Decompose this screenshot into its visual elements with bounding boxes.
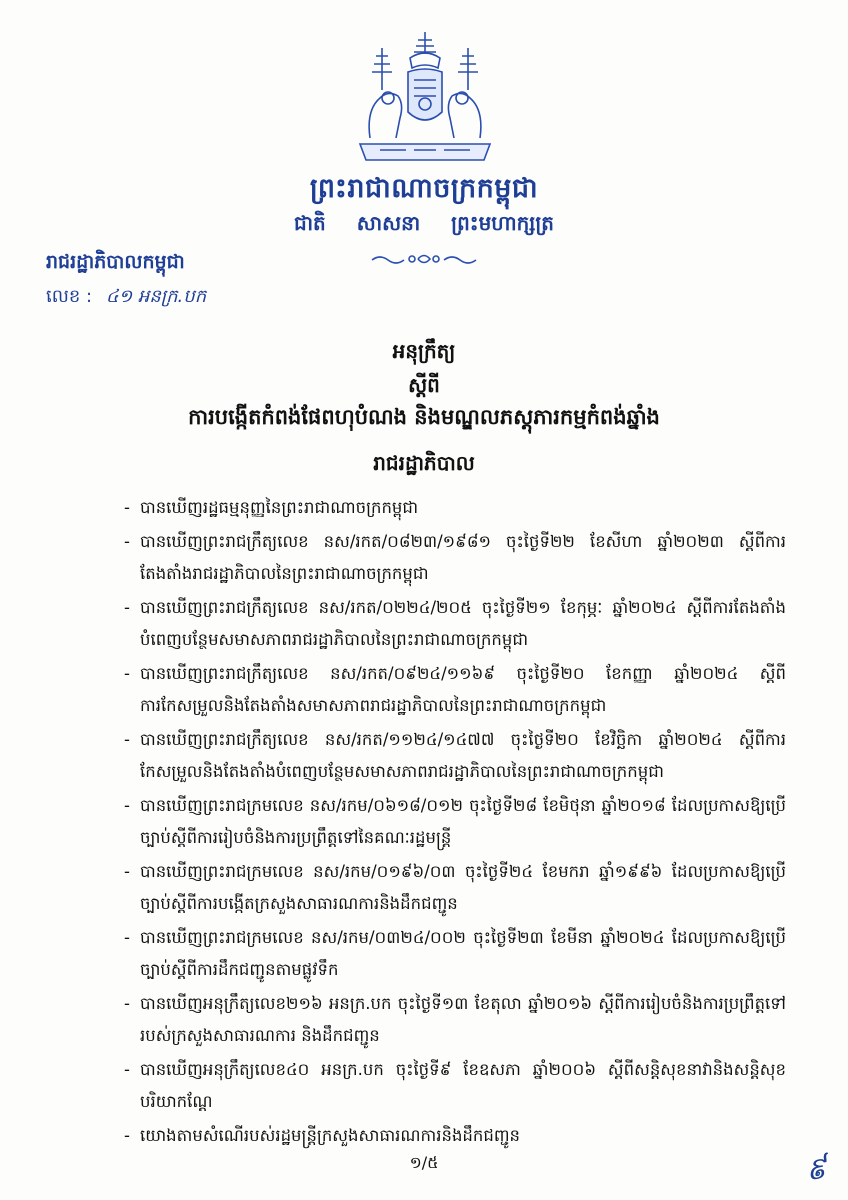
list-item: - បានឃើញព្រះរាជក្រមលេខ នស/រកម/០៣២៤/០០២ ចុះថ្ងៃទី២៣ ខែមីនា ឆ្នាំ២០២៤ ដែលប្រកាសឱ្យប្រើច្បាប់ស្ដីពីការដឹកជញ្ជូនតាមផ្លូវទឹក bbox=[124, 928, 786, 979]
issuing-body-heading: រាជរដ្ឋាភិបាល bbox=[373, 451, 475, 475]
considerations-list bbox=[124, 492, 786, 1154]
list-item: - បានឃើញរដ្ឋធម្មនុញ្ញនៃព្រះរាជាណាចក្រកម្ពុជា bbox=[124, 498, 419, 517]
list-item: - បានឃើញព្រះរាជក្រឹត្យលេខ នស/រកត/០៩២៤/១១៦៩ ចុះថ្ងៃទី២០ ខែកញ្ញា ឆ្នាំ២០២៤ ស្ដីពីការកែសម្រួលនិងតែងតាំងសមាសភាពរាជរដ្ឋាភិបាលនៃព្រះរាជាណាចក្រកម្ពុជា bbox=[124, 664, 786, 715]
list-item: - បានឃើញអនុក្រឹត្យលេខ៤០ អនក្រ.បក ចុះថ្ងៃទី៩ ខែឧសភា ឆ្នាំ២០០៦ ស្ដីពីសន្តិសុខនាវានិងសន្តិសុខបរិយាកណ្ដែ bbox=[124, 1060, 786, 1111]
list-item: - បានឃើញព្រះរាជក្រឹត្យលេខ នស/រកត/០៨២៣/១៩៨១ ចុះថ្ងៃទី២២ ខែសីហា ឆ្នាំ២០២៣ ស្ដីពីការតែងតាំងរាជរដ្ឋាភិបាលនៃព្រះរាជាណាចក្រកម្ពុជា bbox=[124, 532, 786, 583]
document-number-label: លេខ : bbox=[46, 286, 93, 307]
list-item: - បានឃើញព្រះរាជក្រមលេខ នស/រកម/០៦១៨/០១២ ចុះថ្ងៃទី២៨ ខែមិថុនា ឆ្នាំ២០១៨ ដែលប្រកាសឱ្យប្រើច្បាប់ស្ដីពីការរៀបចំនិងការប្រព្រឹត្តទៅនៃគណៈរដ្ឋមន្ត្រី bbox=[124, 796, 786, 847]
consideration-text: បានឃើញព្រះរាជក្រមលេខ នស/រកម/០៣២៤/០០២ ចុះថ្ងៃទី២៣ ខែមីនា ឆ្នាំ២០២៤ ដែលប្រកាសឱ្យប្រើច្បាប់ស្ដីពីការដឹកជញ្ជូនតាមផ្លូវទឹក bbox=[140, 928, 786, 979]
consideration-text: បានឃើញព្រះរាជក្រឹត្យលេខ នស/រកត/១១២៤/១៤៧៧ ចុះថ្ងៃទី២០ ខែវិច្ឆិកា ឆ្នាំ២០២៤ ស្ដីពីការ កែសម្រួលនិងតែងតាំងបំពេញបន្ថែមសមាសភាពរាជរដ្ឋាភិបាលនៃព្រះរាជាណាចក្រកម្ពុជា bbox=[140, 730, 786, 781]
consideration-text: បានឃើញអនុក្រឹត្យលេខ៤០ អនក្រ.បក ចុះថ្ងៃទី៩ ខែឧសភា ឆ្នាំ២០០៦ ស្ដីពីសន្តិសុខនាវានិងសន្តិសុខបរិយាកណ្ដែ bbox=[140, 1060, 786, 1111]
list-item: - យោងតាមសំណើរបស់រដ្ឋមន្ត្រីក្រសួងសាធារណការនិងដឹកជញ្ជូន bbox=[124, 1126, 521, 1145]
consideration-text: បានឃើញព្រះរាជក្រឹត្យលេខ នស/រកត/០៩២៤/១១៦៩ ចុះថ្ងៃទី២០ ខែកញ្ញា ឆ្នាំ២០២៤ ស្ដីពីការកែសម្រួលនិងតែងតាំងសមាសភាពរាជរដ្ឋាភិបាលនៃព្រះរាជាណាចក្រកម្ពុជា bbox=[140, 664, 786, 715]
title-about-label: ស្ដីពី bbox=[408, 373, 440, 397]
kingdom-heading: ព្រះរាជាណាចក្រកម្ពុជា bbox=[309, 173, 539, 204]
handwritten-page-mark: ៩ bbox=[802, 1150, 830, 1189]
consideration-text: បានឃើញព្រះរាជក្រមលេខ នស/រកម/០១៩៦/០៣ ចុះថ្ងៃទី២៤ ខែមករា ឆ្នាំ១៩៩៦ ដែលប្រកាសឱ្យប្រើច្បាប់ស្ដីពីការបង្កើតក្រសួងសាធារណការនិងដឹកជញ្ជូន bbox=[140, 862, 786, 913]
list-item: - បានឃើញអនុក្រឹត្យលេខ២១៦ អនក្រ.បក ចុះថ្ងៃទី១៣ ខែតុលា ឆ្នាំ២០១៦ ស្ដីពីការរៀបចំនិងការប្រព្រឹត្តទៅរបស់ក្រសួងសាធារណការ និងដឹកជញ្ជូន bbox=[124, 994, 786, 1045]
decorative-divider-icon bbox=[368, 250, 480, 268]
issuing-authority: រាជរដ្ឋាភិបាលកម្ពុជា bbox=[46, 251, 185, 273]
list-item: - បានឃើញព្រះរាជក្រមលេខ នស/រកម/០១៩៦/០៣ ចុះថ្ងៃទី២៤ ខែមករា ឆ្នាំ១៩៩៦ ដែលប្រកាសឱ្យប្រើច្បាប់ស្ដីពីការបង្កើតក្រសួងសាធារណការនិងដឹកជញ្ជូន bbox=[124, 862, 786, 913]
list-item: - បានឃើញព្រះរាជក្រឹត្យលេខ នស/រកត/១១២៤/១៤៧៧ ចុះថ្ងៃទី២០ ខែវិច្ឆិកា ឆ្នាំ២០២៤ ស្ដីពីការ កែសម្រួលនិងតែងតាំងបំពេញបន្ថែមសមាសភាពរាជរដ្ឋាភិបាលនៃព្រះរាជាណាចក្រកម្ពុជា bbox=[124, 730, 786, 781]
consideration-text: បានឃើញព្រះរាជក្រមលេខ នស/រកម/០៦១៨/០១២ ចុះថ្ងៃទី២៨ ខែមិថុនា ឆ្នាំ២០១៨ ដែលប្រកាសឱ្យប្រើច្បាប់ស្ដីពីការរៀបចំនិងការប្រព្រឹត្តទៅនៃគណៈរដ្ឋមន្ត្រី bbox=[140, 796, 786, 847]
national-motto: ជាតិ សាសនា ព្រះមហាក្សត្រ bbox=[294, 211, 554, 235]
consideration-text: បានឃើញអនុក្រឹត្យលេខ២១៦ អនក្រ.បក ចុះថ្ងៃទី១៣ ខែតុលា ឆ្នាំ២០១៦ ស្ដីពីការរៀបចំនិងការប្រព្រឹត្តទៅរបស់ក្រសួងសាធារណការ និងដឹកជញ្ជូន bbox=[140, 994, 786, 1045]
list-item: - បានឃើញព្រះរាជក្រឹត្យលេខ នស/រកត/០២២៤/២០៥ ចុះថ្ងៃទី២១ ខែកុម្ភៈ ឆ្នាំ២០២៤ ស្ដីពីការតែងតាំងបំពេញបន្ថែមសមាសភាពរាជរដ្ឋាភិបាលនៃព្រះរាជាណាចក្រកម្ពុជា bbox=[124, 598, 786, 649]
document-type-title: អនុក្រឹត្យ bbox=[392, 339, 456, 363]
document-number-value: ៤១ អនក្រ.បក bbox=[105, 286, 207, 307]
consideration-text: បានឃើញរដ្ឋធម្មនុញ្ញនៃព្រះរាជាណាចក្រកម្ពុជា bbox=[140, 498, 419, 517]
document-number bbox=[46, 284, 206, 311]
consideration-text: បានឃើញព្រះរាជក្រឹត្យលេខ នស/រកត/០២២៤/២០៥ ចុះថ្ងៃទី២១ ខែកុម្ភៈ ឆ្នាំ២០២៤ ស្ដីពីការតែងតាំងបំពេញបន្ថែមសមាសភាពរាជរដ្ឋាភិបាលនៃព្រះរាជាណាចក្រកម្ពុជា bbox=[140, 598, 786, 649]
consideration-text: យោងតាមសំណើរបស់រដ្ឋមន្ត្រីក្រសួងសាធារណការនិងដឹកជញ្ជូន bbox=[140, 1126, 521, 1145]
page-number: ១/៥ bbox=[409, 1153, 439, 1172]
royal-coat-of-arms-icon bbox=[352, 28, 498, 168]
document-subject-title: ការបង្កើតកំពង់ផែពហុបំណង និងមណ្ឌលភស្តុភារកម្មកំពង់ឆ្នាំង bbox=[188, 405, 660, 429]
consideration-text: បានឃើញព្រះរាជក្រឹត្យលេខ នស/រកត/០៨២៣/១៩៨១ ចុះថ្ងៃទី២២ ខែសីហា ឆ្នាំ២០២៣ ស្ដីពីការតែងតាំងរាជរដ្ឋាភិបាលនៃព្រះរាជាណាចក្រកម្ពុជា bbox=[140, 532, 786, 583]
